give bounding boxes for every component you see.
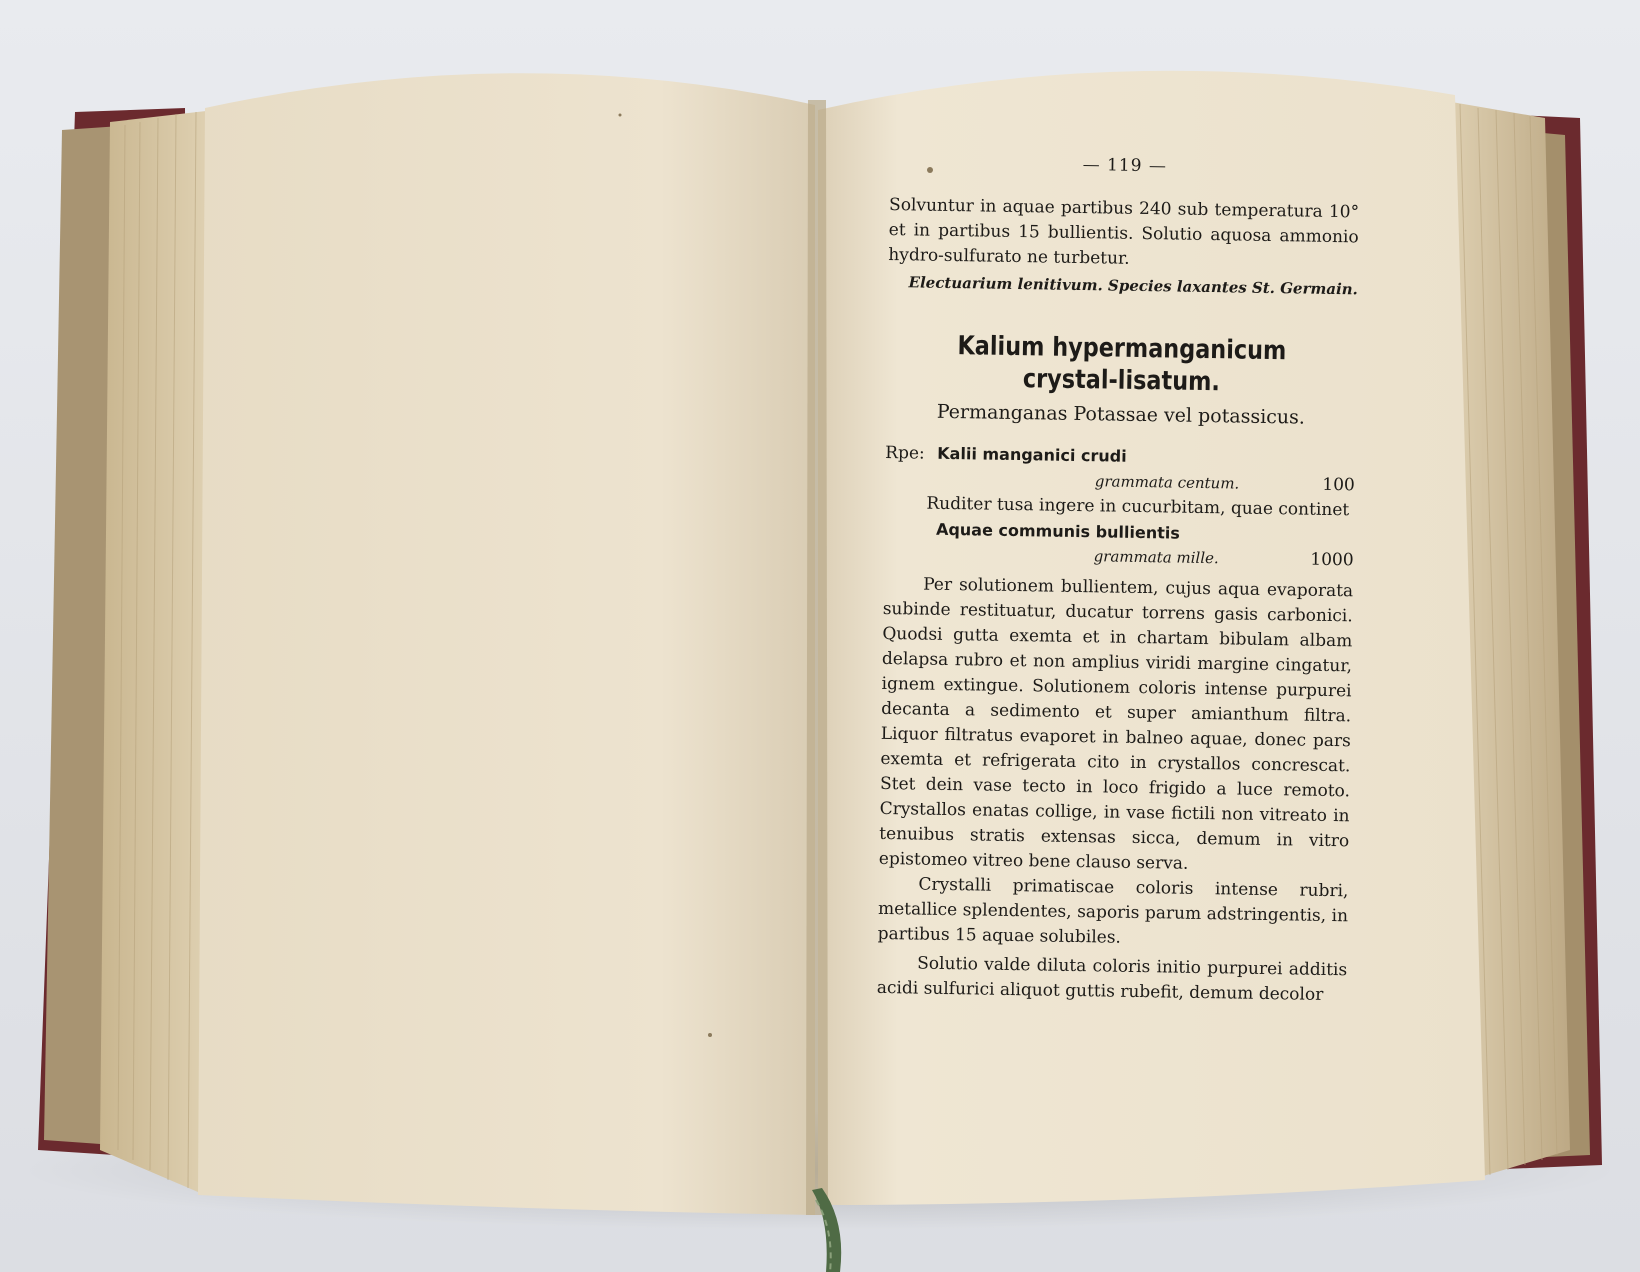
cross-reference: Electuarium lenitivum. Species laxantes St. Germain. (908, 273, 1359, 299)
entry-subtitle: Permanganas Potassae vel potassicus. (936, 400, 1306, 429)
recipe-prefix: Rpe: (885, 442, 925, 464)
quantity-1-label: grammata centum. (1094, 472, 1240, 493)
page-number: — 119 — (1082, 155, 1168, 177)
paragraph-3: Solutio valde diluta coloris initio purpurei additis acidi sulfurici aliquot guttis rubefit, demum decolor (876, 953, 1348, 1005)
book-gutter (806, 100, 828, 1215)
quantity-2-label: grammata mille. (1093, 547, 1219, 568)
quantity-1-value: 100 (1322, 474, 1355, 496)
right-page-text (877, 150, 1360, 1008)
recipe-instruction: Ruditer tusa ingere in cucurbitam, quae continet (926, 493, 1350, 521)
paragraph-2: Crystalli primatiscae coloris intense rubri, metallice splendentes, saporis parum adstringentis, in partibus 15 aquae solubiles. (877, 874, 1349, 948)
left-page-edges (100, 110, 215, 1195)
ingredient-1: Kalii manganici crudi (937, 443, 1127, 466)
entry-title: Kalium hypermanganicum crystal-lisatum. (957, 331, 1287, 398)
paragraph-1: Per solutionem bullientem, cujus aqua evaporata subinde restituatur, ducatur torrens gasis carbonici. Quodsi gutta exemta et in chartam bibulam albam delapsa rubro et non amplius viridi margine cingatur, ignem extingue. Solutionem coloris intense purpurei decanta a sedimento et super amianthum filtra. Liquor filtratus evaporet in balneo aquae, donec pars exemta et refrigerata cito in crystallos concrescat. Stet dein vase tecto in loco frigido a luce remoto. Crystallos enatas collige, in vase fictili non vitreato in tenuibus stratis extensas sicca, demum in vitro epistomeo vitreo bene clauso serva. (878, 574, 1354, 874)
left-page (198, 73, 815, 1215)
quantity-2-value: 1000 (1310, 549, 1354, 571)
opening-text: Solvuntur in aquae partibus 240 sub temperatura 10° et in partibus 15 bullientis. Solutio aquosa ammonio hydro-sulfurato ne turbetur. (888, 194, 1360, 269)
ingredient-2: Aquae communis bullientis (935, 519, 1180, 543)
